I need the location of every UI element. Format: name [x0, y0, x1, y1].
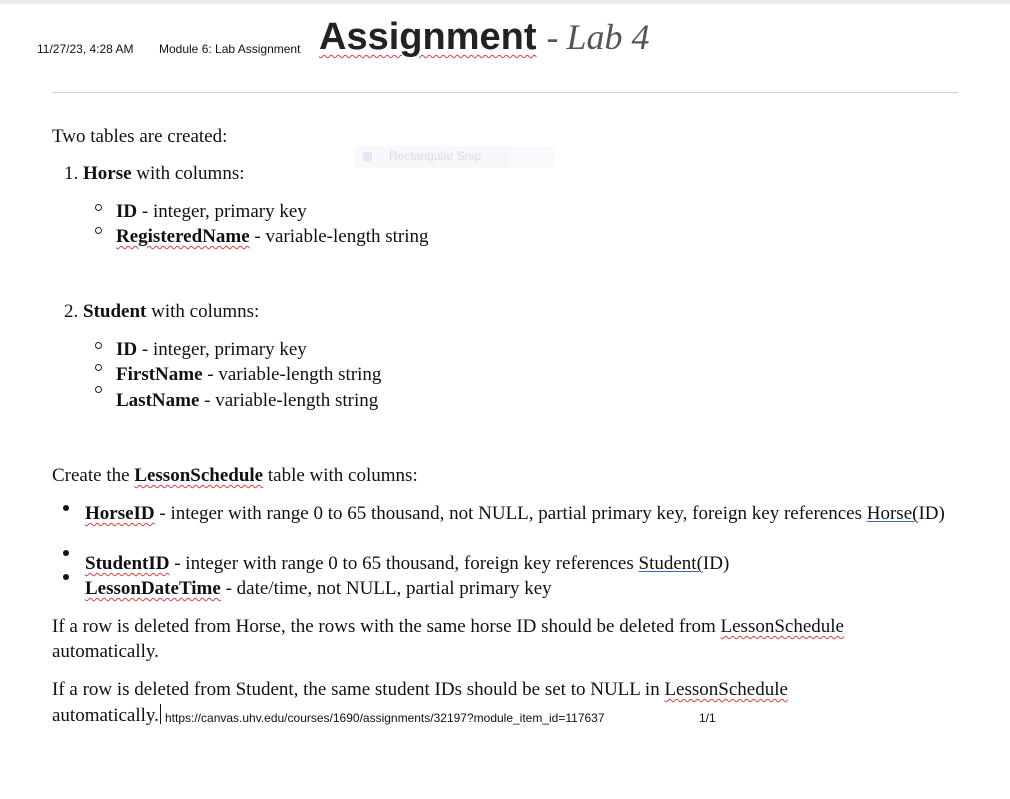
column-name: StudentID — [85, 553, 170, 574]
column-ref-tail: ID) — [918, 503, 945, 524]
lesson-column-item — [85, 551, 729, 576]
column-name: HorseID — [85, 503, 155, 524]
create-prefix: Create the — [52, 465, 130, 486]
bullet-icon — [63, 550, 69, 556]
column-name: RegisteredName — [116, 226, 250, 247]
create-heading — [52, 463, 418, 488]
lesson-column-item — [85, 501, 945, 526]
column-name: LastName — [116, 390, 200, 411]
create-table-name: LessonSchedule — [134, 465, 264, 486]
top-border — [0, 0, 1010, 4]
title-dash: - — [546, 17, 559, 57]
column-desc: - integer, primary key — [141, 339, 307, 360]
column-ref-link[interactable]: Student( — [638, 553, 703, 574]
text-cursor — [160, 704, 161, 724]
column-item — [116, 388, 378, 413]
snip-icon — [363, 152, 372, 161]
print-page-title: Module 6: Lab Assignment — [159, 42, 301, 56]
column-name: FirstName — [116, 364, 203, 385]
rule-horse-delete — [52, 614, 844, 639]
column-ref-link[interactable]: Horse( — [866, 503, 919, 524]
table-name: Student — [83, 301, 147, 322]
rule-table: LessonSchedule — [664, 679, 788, 700]
column-desc: - integer with range 0 to 65 thousand, not NULL, partial primary key, foreign key references — [159, 503, 862, 524]
column-desc: - integer with range 0 to 65 thousand, foreign key references — [174, 553, 634, 574]
column-item — [116, 362, 381, 387]
bullet-icon — [63, 505, 69, 511]
title-sub: Lab 4 — [566, 17, 650, 57]
column-desc: - date/time, not NULL, partial primary key — [225, 578, 552, 599]
rule-text: If a row is deleted from Student, the same student IDs should be set to NULL in — [52, 679, 660, 700]
column-name: ID — [116, 339, 138, 360]
circle-bullet-icon — [95, 386, 102, 393]
lesson-column-item — [85, 576, 552, 601]
column-name: LessonDateTime — [85, 578, 221, 599]
create-suffix: table with columns: — [267, 465, 418, 486]
print-page-number: 1/1 — [699, 711, 716, 725]
intro-text: Two tables are created: — [52, 126, 228, 147]
rule-table: LessonSchedule — [720, 616, 844, 637]
list-number: 1. — [64, 163, 79, 184]
circle-bullet-icon — [95, 364, 102, 371]
column-item — [116, 224, 429, 249]
column-item — [116, 337, 307, 362]
rule-horse-delete-end: automatically. — [52, 641, 159, 662]
table-student-heading — [64, 299, 259, 324]
rule-end-text: automatically. — [52, 705, 159, 726]
table-horse-heading — [64, 161, 245, 186]
column-ref-tail: ID) — [702, 553, 730, 574]
snip-label: Rectangular Snip — [389, 149, 482, 163]
circle-bullet-icon — [95, 227, 102, 234]
title-main: Assignment — [319, 16, 537, 58]
column-desc: - integer, primary key — [141, 201, 307, 222]
rule-text: If a row is deleted from Horse, the rows with the same horse ID should be deleted from — [52, 616, 716, 637]
page-title — [319, 18, 650, 56]
bullet-icon — [63, 574, 69, 580]
column-item — [116, 199, 307, 224]
print-url[interactable]: https://canvas.uhv.edu/courses/1690/assignments/32197?module_item_id=117637 — [165, 711, 605, 725]
circle-bullet-icon — [95, 204, 102, 211]
table-suffix: with columns: — [151, 301, 260, 322]
rule-student-delete — [52, 677, 788, 702]
divider — [52, 92, 958, 93]
list-number: 2. — [64, 301, 79, 322]
rectangular-snip-overlay — [355, 146, 555, 168]
column-desc: - variable-length string — [204, 390, 379, 411]
column-desc: - variable-length string — [254, 226, 429, 247]
table-suffix: with columns: — [136, 163, 245, 184]
table-name: Horse — [83, 163, 132, 184]
print-datetime: 11/27/23, 4:28 AM — [37, 42, 134, 56]
column-desc: - variable-length string — [207, 364, 382, 385]
circle-bullet-icon — [95, 342, 102, 349]
rule-student-delete-end — [52, 703, 161, 728]
column-name: ID — [116, 201, 138, 222]
